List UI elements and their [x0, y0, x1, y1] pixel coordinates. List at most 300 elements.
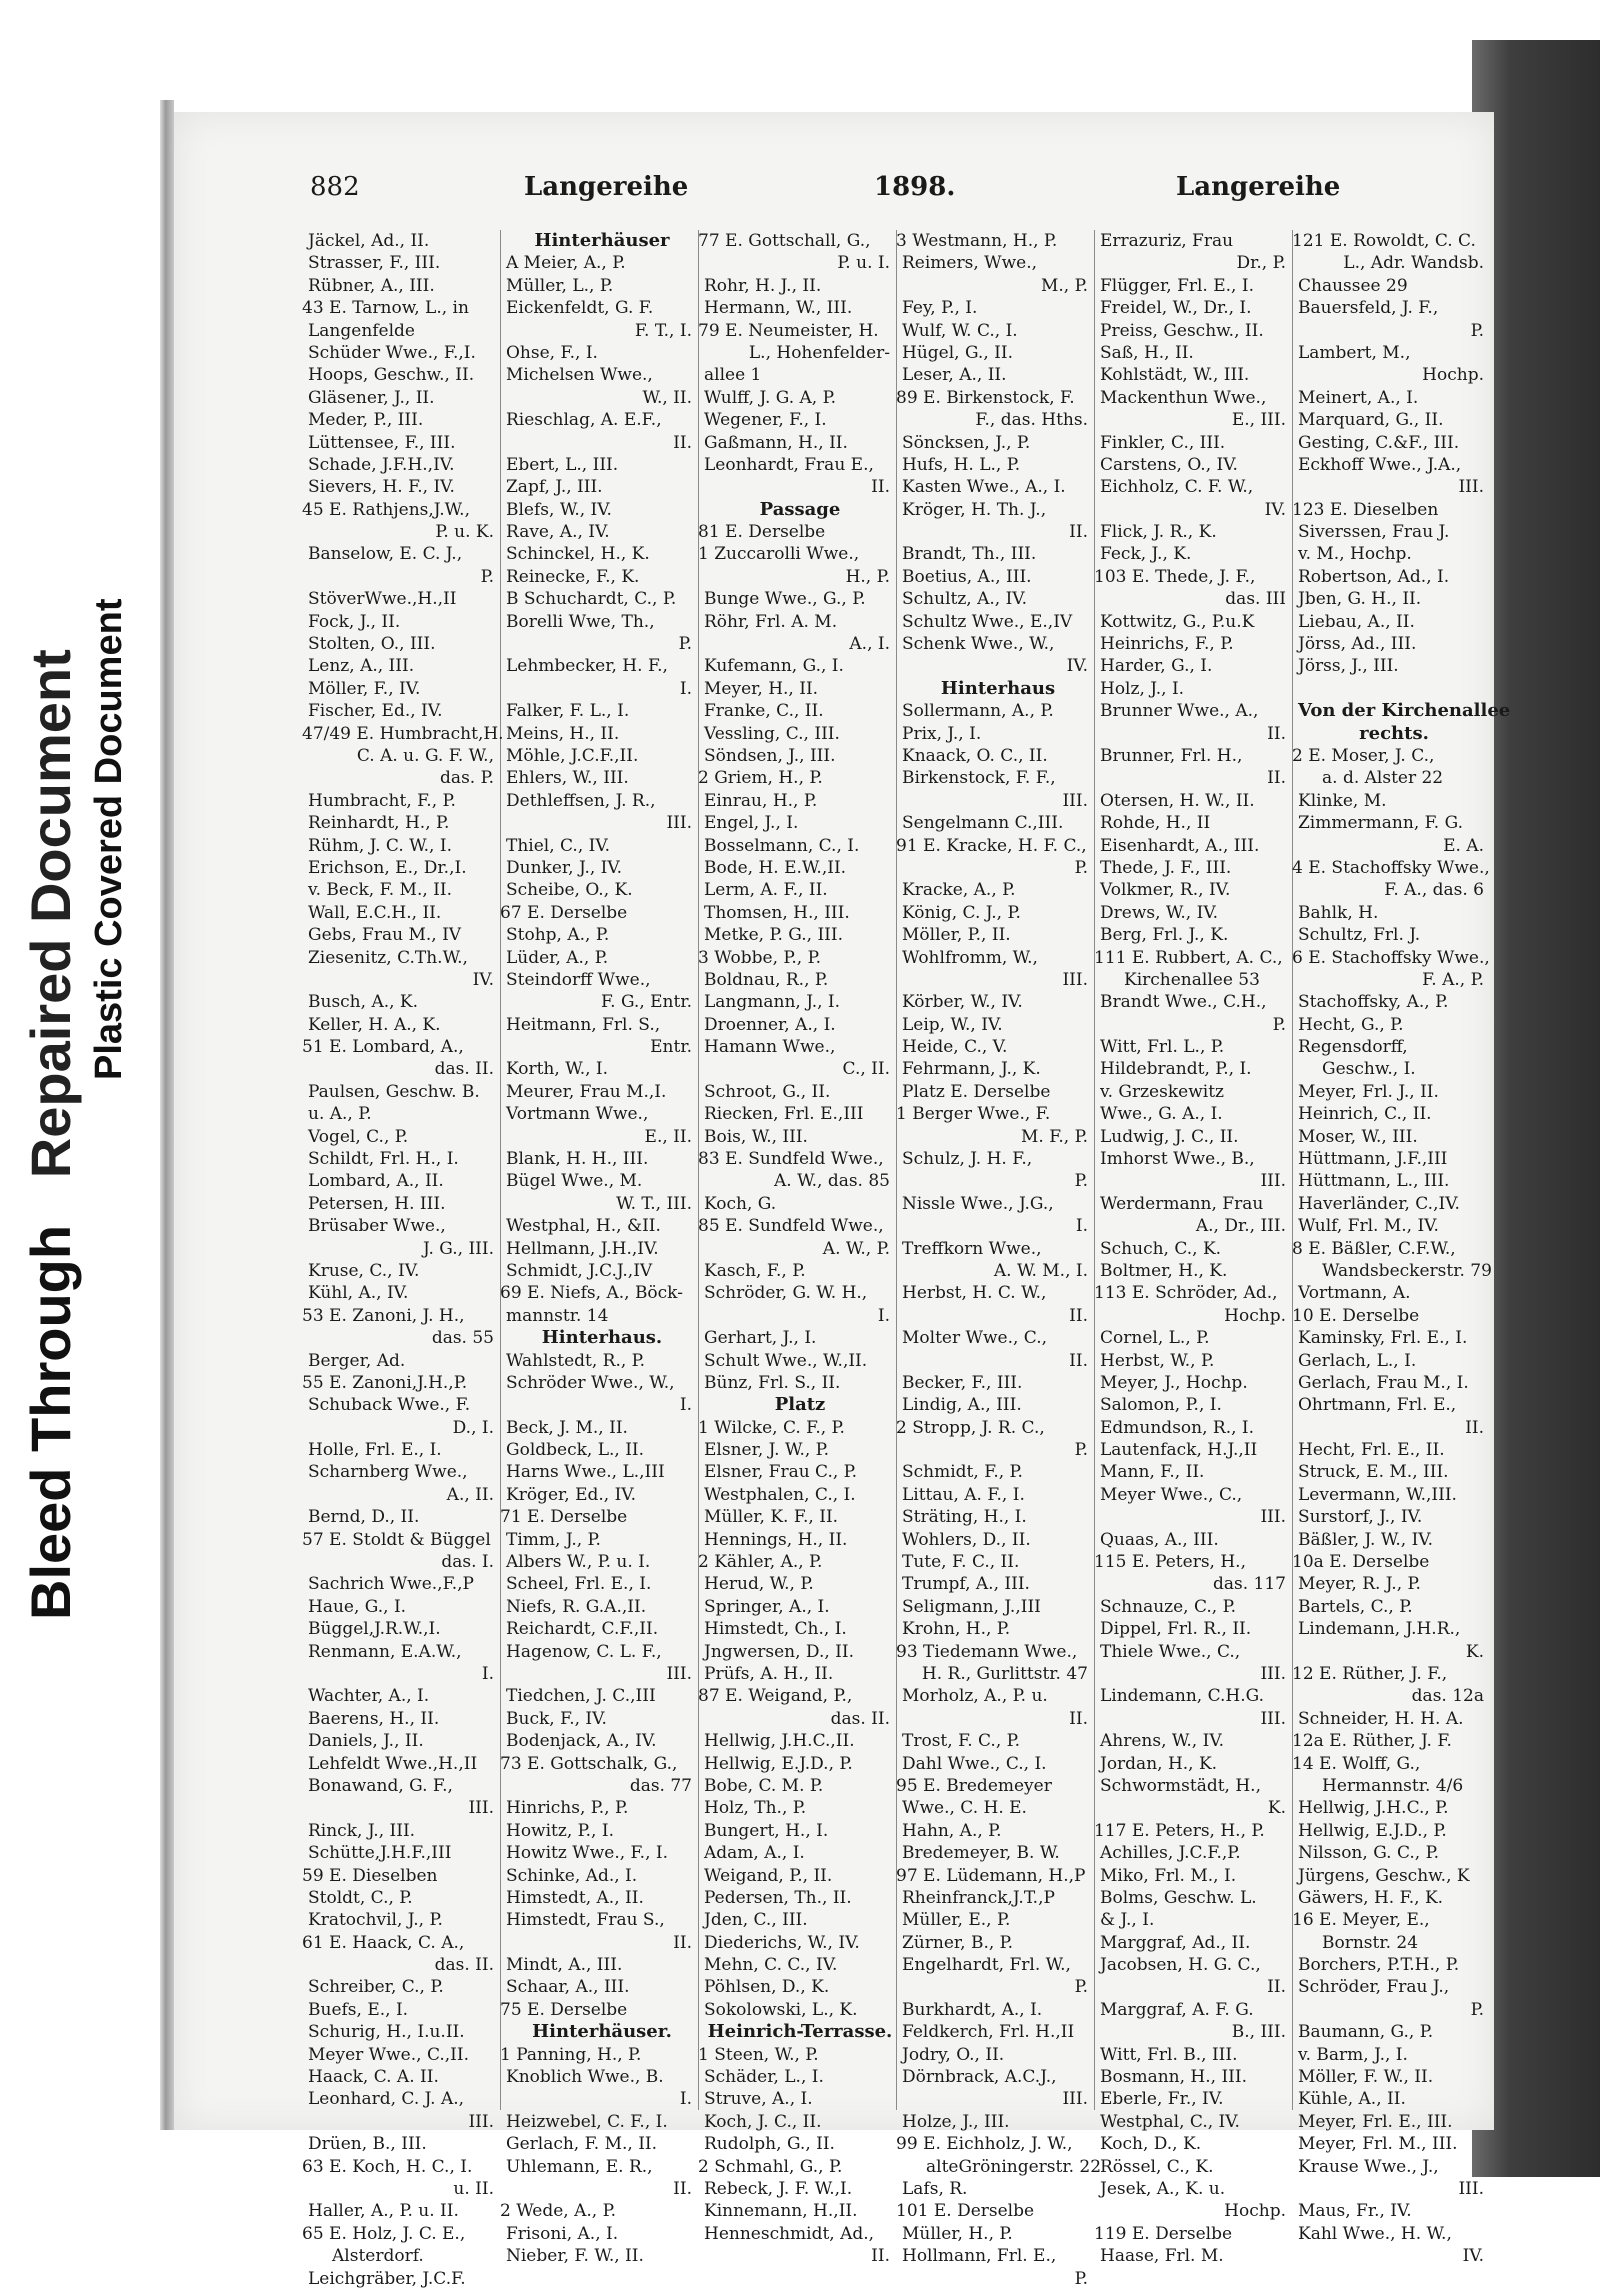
directory-line: Brüsaber Wwe.,: [308, 1216, 446, 1237]
directory-line: Feck, J., K.: [1100, 544, 1192, 565]
directory-line: Hoops, Geschw., II.: [308, 365, 475, 386]
directory-line: Herbst, H. C. W.,: [902, 1283, 1047, 1304]
directory-line: Kröger, Ed., IV.: [506, 1484, 636, 1505]
directory-line: Edmundson, R., I.: [1100, 1417, 1255, 1438]
directory-line: Adam, A., I.: [704, 1843, 805, 1864]
directory-line: Elsner, J. W., P.: [704, 1440, 830, 1461]
directory-line: Haverländer, C.,IV.: [1298, 1193, 1460, 1214]
directory-line: III.: [1260, 1171, 1286, 1192]
directory-line: Prix, J., I.: [902, 723, 982, 744]
directory-line: Schröder, G. W. H.,: [704, 1283, 868, 1304]
directory-line: A., II.: [446, 1484, 494, 1505]
directory-line: 2 Griem, H., P.: [698, 768, 823, 789]
directory-line: Rübner, A., III.: [308, 275, 435, 296]
directory-line: Jngwersen, D., II.: [704, 1641, 854, 1662]
directory-line: Struck, E. M., III.: [1298, 1462, 1449, 1483]
directory-line: Wall, E.C.H., II.: [308, 902, 442, 923]
directory-line: Meyer Wwe., C.,: [1100, 1484, 1243, 1505]
directory-line: II.: [673, 2178, 692, 2199]
directory-line: Gerlach, L., I.: [1298, 1350, 1417, 1371]
directory-line: Müller, K. F., II.: [704, 1507, 839, 1528]
directory-line: Carstens, O., IV.: [1100, 454, 1238, 475]
directory-line: Hinterhaus: [940, 677, 1056, 699]
column-4: [896, 230, 1102, 2289]
directory-line: Stachoffsky, A., P.: [1298, 992, 1449, 1013]
directory-line: Passage: [759, 498, 841, 520]
directory-line: Lerm, A. F., II.: [704, 880, 828, 901]
directory-line: Wohlers, D., II.: [902, 1529, 1031, 1550]
directory-line: Bosselmann, C., I.: [704, 835, 860, 856]
directory-line: Mehn, C. C., IV.: [704, 1955, 838, 1976]
directory-line: Wandsbeckerstr. 79: [1322, 1260, 1492, 1281]
directory-line: Regensdorff,: [1298, 1037, 1408, 1058]
directory-line: M. F., P.: [1021, 1126, 1088, 1147]
directory-line: 123 E. Dieselben: [1292, 499, 1439, 520]
directory-line: Droenner, A., I.: [704, 1014, 836, 1035]
directory-line: Drüen, B., III.: [308, 2134, 427, 2155]
directory-line: II.: [1069, 522, 1088, 543]
directory-line: Möller, F. W., II.: [1298, 2067, 1434, 2088]
directory-line: II.: [1069, 1708, 1088, 1729]
directory-line: Hinrichs, P., P.: [506, 1798, 629, 1819]
directory-line: Niefs, R. G.A.,II.: [506, 1596, 647, 1617]
directory-line: III.: [1062, 969, 1088, 990]
directory-line: Bois, W., III.: [704, 1126, 808, 1147]
directory-line: Herud, W., P.: [704, 1574, 814, 1595]
directory-line: III.: [1260, 1708, 1286, 1729]
directory-line: Kasch, F., P.: [704, 1260, 806, 1281]
directory-line: Vortmann, A.: [1298, 1283, 1411, 1304]
directory-line: Trost, F. C., P.: [902, 1731, 1021, 1752]
directory-line: III.: [468, 2111, 494, 2132]
directory-line: I.: [877, 1305, 890, 1326]
directory-line: Ohse, F., I.: [506, 342, 598, 363]
stamp-repaired-document: Repaired Document: [19, 649, 82, 1179]
directory-line: 117 E. Peters, H., P.: [1094, 1820, 1265, 1841]
directory-line: 113 E. Schröder, Ad.,: [1094, 1283, 1278, 1304]
directory-line: Molter Wwe., C.,: [902, 1328, 1048, 1349]
directory-line: Meyer, Frl. J., II.: [1298, 1081, 1439, 1102]
directory-line: IV.: [1264, 499, 1286, 520]
directory-line: A. W., P.: [822, 1238, 890, 1259]
directory-line: 75 E. Derselbe: [500, 1999, 628, 2020]
directory-line: Platz: [774, 1394, 826, 1416]
directory-line: 121 E. Rowoldt, C. C.: [1292, 231, 1476, 251]
directory-line: Eckhoff Wwe., J.A.,: [1298, 454, 1462, 475]
directory-line: Rave, A., IV.: [506, 522, 610, 543]
directory-line: Reichardt, C.F.,II.: [506, 1619, 659, 1640]
directory-line: Koch, J. C., II.: [704, 2111, 822, 2132]
directory-line: Trumpf, A., III.: [902, 1574, 1030, 1595]
directory-line: Wulf, Frl. M., IV.: [1298, 1216, 1439, 1237]
directory-line: E., III.: [1231, 410, 1286, 431]
directory-line: Sollermann, A., P.: [902, 701, 1054, 722]
directory-line: III.: [666, 1664, 692, 1684]
directory-line: Leonhard, C. J. A.,: [308, 2089, 465, 2110]
directory-line: Holze, J., III.: [902, 2111, 1010, 2132]
directory-line: Alsterdorf.: [332, 2246, 424, 2267]
directory-line: 14 E. Wolff, G.,: [1292, 1753, 1421, 1774]
directory-line: Hellmann, J.H.,IV.: [506, 1238, 659, 1259]
directory-line: Beck, J. M., II.: [506, 1417, 628, 1438]
directory-line: Söndsen, J., III.: [704, 745, 836, 766]
directory-line: P.: [1074, 857, 1088, 878]
directory-line: F. T., I.: [634, 320, 692, 341]
directory-line: Howitz, P., I.: [506, 1820, 614, 1841]
directory-line: Feldkerch, Frl. H.,II: [902, 2022, 1075, 2043]
directory-line: König, C. J., P.: [902, 902, 1021, 923]
directory-line: Schultz, Frl. J.: [1298, 925, 1421, 946]
directory-line: K.: [1267, 1798, 1286, 1819]
directory-line: III.: [1458, 477, 1484, 498]
directory-line: Knaack, O. C., II.: [902, 745, 1048, 766]
directory-line: Bungert, H., I.: [704, 1820, 829, 1841]
directory-line: 12 E. Rüther, J. F.,: [1292, 1664, 1448, 1684]
directory-line: Rohr, H. J., II.: [704, 275, 822, 296]
directory-line: Jodry, O., II.: [902, 2044, 1005, 2065]
directory-line: Maus, Fr., IV.: [1298, 2201, 1412, 2222]
directory-line: Bernd, D., II.: [308, 1507, 420, 1528]
directory-line: Meyer, H., II.: [704, 678, 819, 699]
directory-line: Metke, P. G., III.: [704, 925, 844, 946]
directory-line: Engelhardt, Frl. W.,: [902, 1955, 1071, 1976]
directory-line: Holz, J., I.: [1100, 678, 1185, 699]
directory-line: Eberle, Fr., IV.: [1100, 2089, 1224, 2110]
street-title-right: Langereihe: [1176, 172, 1341, 202]
directory-line: allee 1: [704, 365, 762, 386]
directory-line: Schuch, C., K.: [1100, 1238, 1222, 1259]
directory-line: Hecht, Frl. E., II.: [1298, 1440, 1445, 1461]
directory-line: II.: [871, 477, 890, 498]
directory-line: Hinterhäuser.: [532, 2021, 672, 2043]
directory-line: Sengelmann C.,III.: [902, 813, 1064, 834]
page-number: 882: [310, 172, 360, 202]
directory-line: III.: [1458, 2178, 1484, 2199]
directory-line: Becker, F., III.: [902, 1372, 1023, 1393]
directory-line: Kaminsky, Frl. E., I.: [1298, 1328, 1468, 1349]
directory-line: Hellwig, E.J.D., P.: [704, 1753, 853, 1774]
directory-line: Marquard, G., II.: [1298, 410, 1444, 431]
directory-line: L., Hohenfelder-: [748, 342, 890, 363]
directory-line: 2 E. Moser, J. C.,: [1292, 745, 1435, 766]
directory-line: F., das. Hths.: [975, 410, 1088, 431]
directory-line: Vortmann Wwe.,: [506, 1104, 649, 1125]
directory-line: I.: [679, 2089, 692, 2110]
directory-line: Kasten Wwe., A., I.: [902, 477, 1066, 498]
directory-line: Robertson, Ad., I.: [1298, 566, 1450, 587]
directory-line: Kufemann, G., I.: [704, 656, 844, 677]
directory-line: Berger, Ad.: [308, 1350, 406, 1371]
directory-line: Henneschmidt, Ad.,: [704, 2223, 875, 2244]
directory-line: Von der Kirchenallee: [1298, 700, 1511, 722]
directory-line: Heitmann, Frl. S.,: [506, 1014, 661, 1035]
directory-line: Hinterhäuser: [534, 230, 670, 251]
directory-line: Herbst, W., P.: [1100, 1350, 1215, 1371]
directory-line: W. T., III.: [616, 1193, 692, 1214]
directory-line: Rieschlag, A. E.F.,: [506, 410, 662, 431]
directory-line: Kühle, A., II.: [1298, 2089, 1406, 2110]
directory-line: II.: [673, 432, 692, 453]
directory-line: Hüttmann, L., III.: [1298, 1171, 1450, 1192]
directory-line: Mackenthun Wwe.,: [1100, 387, 1267, 408]
directory-line: Meyer, J., Hochp.: [1100, 1372, 1248, 1393]
directory-line: Jesek, A., K. u.: [1100, 2178, 1226, 2199]
directory-line: Schuback Wwe., F.: [308, 1395, 471, 1416]
directory-line: 55 E. Zanoni,J.H.,P.: [302, 1372, 468, 1393]
book-spine-shadow: [160, 100, 174, 2130]
directory-line: 95 E. Bredemeyer: [896, 1775, 1052, 1796]
directory-line: Heide, C., V.: [902, 1037, 1008, 1058]
directory-line: 1 Panning, H., P.: [500, 2044, 642, 2065]
directory-line: Bünz, Frl. S., II.: [704, 1372, 841, 1393]
directory-line: 47/49 E. Humbracht,H.: [302, 723, 504, 744]
directory-line: Tiedchen, J. C.,III: [506, 1686, 656, 1707]
directory-line: 63 E. Koch, H. C., I.: [302, 2156, 473, 2177]
directory-line: Jben, G. H., II.: [1298, 589, 1422, 610]
directory-line: Langmann, J., I.: [704, 992, 841, 1013]
directory-line: Albers W., P. u. I.: [506, 1552, 651, 1573]
directory-line: Heinrich-Terrasse.: [707, 2021, 893, 2043]
directory-line: P.: [1074, 2268, 1088, 2289]
directory-line: Witt, Frl. B., III.: [1100, 2044, 1238, 2065]
directory-line: Schultz, A., IV.: [902, 589, 1028, 610]
directory-line: Schreiber, C., P.: [308, 1977, 444, 1998]
directory-line: Lüder, A., P.: [506, 947, 609, 968]
directory-line: Renmann, E.A.W.,: [308, 1641, 462, 1662]
directory-line: Kruse, C., IV.: [308, 1260, 420, 1281]
directory-line: Haller, A., P. u. II.: [308, 2201, 459, 2222]
directory-line: Engel, J., I.: [704, 813, 799, 834]
directory-line: 77 E. Gottschall, G.,: [698, 231, 871, 251]
directory-line: Schinckel, H., K.: [506, 544, 650, 565]
directory-line: Brandt Wwe., C.H.,: [1100, 992, 1267, 1013]
directory-line: Pedersen, Th., II.: [704, 1887, 852, 1908]
directory-line: Meinert, A., I.: [1298, 387, 1419, 408]
directory-line: Haack, C. A. II.: [308, 2067, 439, 2088]
directory-line: Fischer, Ed., IV.: [308, 701, 443, 722]
directory-line: Lafs, R.: [902, 2178, 968, 2199]
directory-line: Gerlach, F. M., II.: [506, 2134, 658, 2155]
directory-line: rechts.: [1359, 722, 1429, 744]
directory-line: Jürgens, Geschw., K: [1298, 1865, 1470, 1886]
directory-line: Hufs, H. L., P.: [902, 454, 1021, 475]
directory-line: Miko, Frl. M., I.: [1100, 1865, 1237, 1886]
directory-line: Wulf, W. C., I.: [902, 320, 1018, 341]
directory-line: Boetius, A., III.: [902, 566, 1032, 587]
directory-line: Thomsen, H., III.: [704, 902, 850, 923]
directory-line: I.: [1075, 1216, 1088, 1237]
directory-line: Haase, Frl. M.: [1100, 2246, 1224, 2267]
directory-line: Jordan, H., K.: [1100, 1753, 1218, 1774]
directory-line: Blank, H. H., III.: [506, 1149, 649, 1170]
directory-line: Daniels, J., II.: [308, 1731, 424, 1752]
directory-line: Elsner, Frau C., P.: [704, 1462, 858, 1483]
directory-line: Finkler, C., III.: [1100, 432, 1226, 453]
directory-line: 1 Steen, W., P.: [698, 2044, 819, 2065]
directory-line: Werdermann, Frau: [1100, 1193, 1264, 1214]
directory-line: Meyer, Frl. E., III.: [1298, 2111, 1453, 2132]
directory-line: A. W., das. 85: [774, 1171, 890, 1192]
directory-line: Gerlach, Frau M., I.: [1298, 1372, 1469, 1393]
directory-line: mannstr. 14: [506, 1305, 609, 1326]
directory-line: III.: [468, 1798, 494, 1819]
directory-line: 8 E. Bäßler, C.F.W.,: [1292, 1238, 1456, 1259]
directory-line: Blefs, W., IV.: [506, 499, 612, 520]
directory-line: Wwe., C. H. E.: [902, 1798, 1027, 1819]
directory-line: 115 E. Peters, H.,: [1094, 1552, 1246, 1573]
directory-line: 10a E. Derselbe: [1292, 1552, 1430, 1573]
directory-line: 2 Wede, A., P.: [500, 2201, 617, 2222]
directory-line: Borelli Wwe, Th.,: [506, 611, 655, 632]
directory-line: Gerhart, J., I.: [704, 1328, 817, 1349]
directory-line: Kirchenallee 53: [1124, 969, 1260, 990]
directory-line: Röhr, Frl. A. M.: [704, 611, 838, 632]
directory-line: Hellwig, J.H.C., P.: [1298, 1798, 1449, 1819]
directory-line: P.: [1470, 1999, 1484, 2020]
directory-line: das. 77: [629, 1775, 692, 1796]
directory-line: Riecken, Frl. E.,III: [704, 1104, 864, 1125]
directory-line: 1 Berger Wwe., F.: [896, 1104, 1051, 1125]
directory-line: Frisoni, A., I.: [506, 2223, 619, 2244]
directory-line: 103 E. Thede, J. F.,: [1094, 566, 1256, 587]
directory-line: II.: [1069, 1350, 1088, 1371]
directory-line: 1 Wilcke, C. F., P.: [698, 1417, 845, 1438]
directory-line: III.: [666, 813, 692, 834]
directory-line: Hellwig, E.J.D., P.: [1298, 1820, 1447, 1841]
directory-line: 53 E. Zanoni, J. H.,: [302, 1305, 465, 1326]
directory-line: a. d. Alster 22: [1322, 768, 1444, 789]
directory-line: 93 Tiedemann Wwe.,: [896, 1641, 1078, 1662]
directory-line: Imhorst Wwe., B.,: [1100, 1149, 1255, 1170]
directory-line: 2 Schmahl, G., P.: [698, 2156, 843, 2177]
directory-line: Hermannstr. 4/6: [1322, 1775, 1464, 1796]
directory-line: Pöhlsen, D., K.: [704, 1977, 830, 1998]
directory-line: Geschw., I.: [1322, 1059, 1416, 1080]
column-3: [698, 230, 897, 2267]
directory-line: Bornstr. 24: [1322, 1932, 1419, 1953]
directory-line: Kröger, H. Th. J.,: [902, 499, 1047, 520]
directory-line: Schüder Wwe., F.,I.: [308, 342, 476, 363]
street-title-left: Langereihe: [524, 172, 689, 202]
directory-line: 2 Kähler, A., P.: [698, 1552, 823, 1573]
directory-line: Einrau, H., P.: [704, 790, 818, 811]
directory-line: Fock, J., II.: [308, 611, 401, 632]
directory-line: Brunner Wwe., A.,: [1100, 701, 1259, 722]
directory-line: Hennings, H., II.: [704, 1529, 848, 1550]
directory-line: Gesting, C.&F., III.: [1298, 432, 1460, 453]
directory-line: v. Grzeskewitz: [1100, 1081, 1224, 1102]
directory-line: 89 E. Birkenstock, F.: [896, 387, 1075, 408]
directory-line: Meyer Wwe., C.,II.: [308, 2044, 470, 2065]
directory-line: Surstorf, J., IV.: [1298, 1507, 1423, 1528]
directory-line: Falker, F. L., I.: [506, 701, 630, 722]
directory-line: Lindemann, C.H.G.: [1100, 1686, 1264, 1707]
directory-line: Drews, W., IV.: [1100, 902, 1219, 923]
directory-line: alteGröningerstr. 22: [926, 2156, 1102, 2177]
directory-line: Möhle, J.C.F.,II.: [506, 745, 639, 766]
directory-line: Springer, A., I.: [704, 1596, 830, 1617]
directory-line: 97 E. Lüdemann, H.,P: [896, 1865, 1086, 1886]
directory-line: Kottwitz, G., P.u.K: [1100, 611, 1255, 632]
directory-line: Rohde, H., II: [1100, 813, 1211, 834]
directory-line: 79 E. Neumeister, H.: [698, 320, 879, 341]
directory-line: 10 E. Derselbe: [1292, 1305, 1420, 1326]
directory-line: das. II.: [434, 1059, 494, 1080]
directory-line: Schinke, Ad., I.: [506, 1865, 638, 1886]
directory-line: Möller, P., II.: [902, 925, 1011, 946]
directory-line: I.: [679, 1395, 692, 1416]
directory-line: Buck, F., IV.: [506, 1708, 607, 1729]
directory-line: Westphal, H., &II.: [506, 1216, 661, 1237]
directory-line: Errazuriz, Frau: [1100, 231, 1234, 251]
directory-line: 69 E. Niefs, A., Böck-: [500, 1283, 683, 1304]
directory-line: 6 E. Stachoffsky Wwe.,: [1292, 947, 1490, 968]
directory-line: Bolms, Geschw. L.: [1100, 1887, 1257, 1908]
directory-line: 85 E. Sundfeld Wwe.,: [698, 1216, 884, 1237]
directory-line: 2 Stropp, J. R. C.,: [896, 1417, 1045, 1438]
directory-line: Dörnbrack, A.C.J.,: [902, 2067, 1057, 2088]
directory-line: Schulz, J. H. F.,: [902, 1149, 1033, 1170]
directory-line: Seligmann, J.,III: [902, 1596, 1041, 1617]
directory-line: Scheel, Frl. E., I.: [506, 1574, 652, 1595]
directory-line: Meyer, Frl. M., III.: [1298, 2134, 1458, 2155]
directory-line: Freidel, W., Dr., I.: [1100, 298, 1252, 319]
directory-line: Harns Wwe., L.,III: [506, 1462, 665, 1483]
directory-line: Weigand, P., II.: [704, 1865, 833, 1886]
directory-line: 87 E. Weigand, P.,: [698, 1686, 853, 1707]
directory-line: Brandt, Th., III.: [902, 544, 1037, 565]
directory-line: Thiele Wwe., C.,: [1100, 1641, 1241, 1662]
directory-line: Schade, J.F.H.,IV.: [308, 454, 455, 475]
directory-line: II.: [871, 2246, 890, 2267]
directory-line: III.: [1062, 2089, 1088, 2110]
directory-line: Hahn, A., P.: [902, 1820, 1002, 1841]
directory-line: Schultz Wwe., E.,IV: [902, 611, 1073, 632]
directory-line: Koch, G.: [704, 1193, 777, 1214]
directory-line: P.: [1074, 1977, 1088, 1998]
directory-line: Michelsen Wwe.,: [506, 365, 653, 386]
directory-line: Lombard, A., II.: [308, 1171, 444, 1192]
directory-line: Thiel, C., IV.: [506, 835, 611, 856]
directory-line: Jden, C., III.: [704, 1910, 808, 1931]
directory-page: [174, 112, 1511, 2289]
directory-line: Meins, H., II.: [506, 723, 620, 744]
stamp-bleed-repaired: [18, 649, 83, 1620]
directory-line: IV.: [1462, 2246, 1484, 2267]
directory-line: II.: [1069, 1305, 1088, 1326]
directory-line: M., P.: [1040, 275, 1088, 296]
directory-line: I.: [679, 678, 692, 699]
directory-line: 3 Westmann, H., P.: [896, 231, 1058, 251]
directory-line: Tute, F. C., II.: [902, 1552, 1020, 1573]
directory-line: Hochp.: [1224, 2201, 1286, 2222]
directory-line: Paulsen, Geschw. B.: [308, 1081, 480, 1102]
directory-line: Schmidt, F., P.: [902, 1462, 1023, 1483]
directory-line: Witt, Frl. L., P.: [1100, 1037, 1225, 1058]
directory-line: P.: [1272, 1014, 1286, 1035]
directory-line: Eisenhardt, A., III.: [1100, 835, 1260, 856]
directory-line: P. u. K.: [435, 522, 494, 543]
directory-line: Harder, G., I.: [1100, 656, 1213, 677]
directory-line: Heizwebel, C. F., I.: [506, 2111, 668, 2132]
directory-line: Lautenfack, H.J.,II: [1100, 1440, 1258, 1461]
directory-line: Eichholz, C. F. W.,: [1100, 477, 1254, 498]
directory-line: Kracke, A., P.: [902, 880, 1016, 901]
directory-line: v. Barm, J., I.: [1298, 2044, 1408, 2065]
directory-line: Mindt, A., III.: [506, 1955, 623, 1976]
directory-line: Hochp.: [1422, 365, 1484, 386]
directory-line: Schütte,J.H.F.,III: [308, 1843, 452, 1864]
